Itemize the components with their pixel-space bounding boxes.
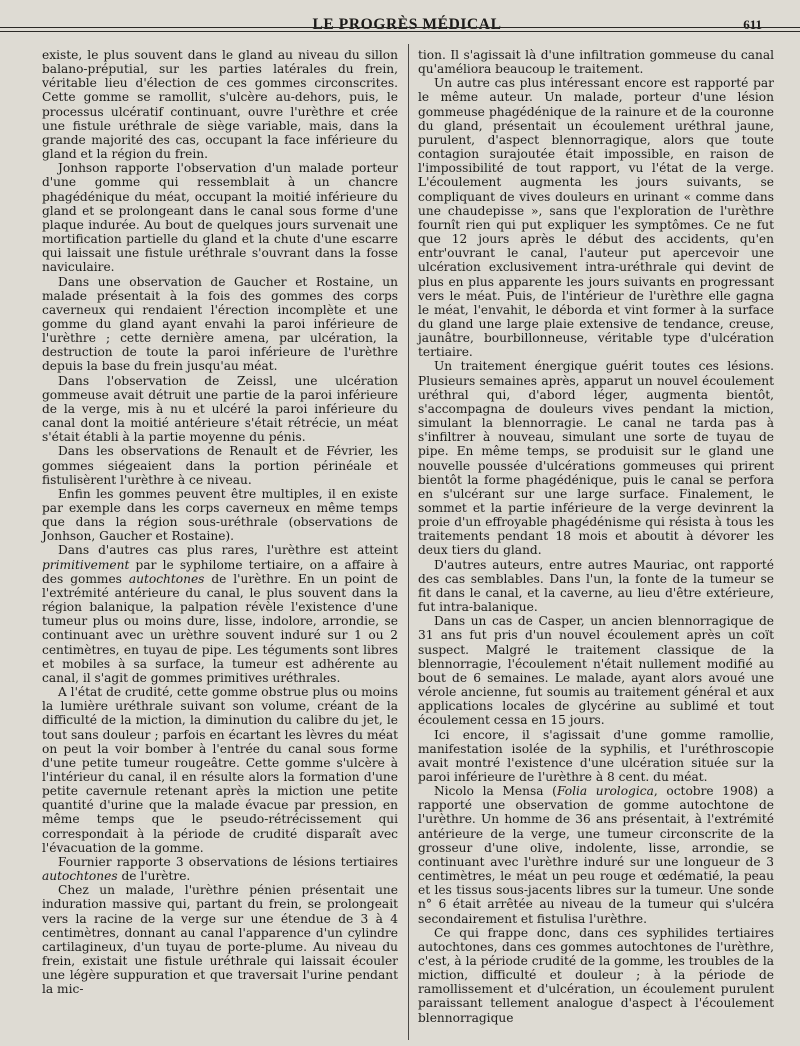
text-run: Dans une observation de Gaucher et Rostaine, un malade présentait à la fois des gommes des corps caverneux qui rendaient l'érection incomplète et une gomme du gland ayant envahi la paroi inférieure de l'urèthre ; cette dernière amena, par ulcération, la destruction de toute la paroi inférieure de l'urèthre depuis la base du frein jusqu'au méat. <box>42 274 398 374</box>
paragraph-l8 <box>42 685 398 855</box>
paragraph-r6 <box>418 728 774 785</box>
text-run: Nicolo la Mensa ( <box>434 784 557 799</box>
paragraph-r3 <box>418 359 774 557</box>
paragraph-r7 <box>418 784 774 926</box>
text-run: , octobre 1908) a rapporté une observation de gomme autochtone de l'urèthre. Un homme de 36 ans présentait, à l'extrémité antérieure de la verge, une tumeur circonscrite de la grosseur d'une olive, indolente, lisse, arrondie, se continuant avec l'urèthre induré sur une longueur de 3 centimètres, le méat un peu rouge et œdématié, la peau et les tissus sous-jacents libres sur la tumeur. Une sonde n° 6 était arrêtée au niveau de la tumeur qui s'ulcéra secondairement et fistulisa l'urèthre. <box>418 784 774 926</box>
text-run: Un autre cas plus intéressant encore est rapporté par le même auteur. Un malade, porteur d'une lésion gommeuse phagédénique de la rainure et de la couronne du gland, présentait un écoulement uréthral jaune, purulent, d'aspect blennorragique, alors que toute contagion surajoutée était impossible, en raison de l'impossibilité de tout rapport, vu l'état de la verge. L'écoulement augmenta les jours suivants, se compliquant de vives douleurs en urinant « comme dans une chaudepisse », sans que l'exploration de l'urèthre fournît rien qui put expliquer les symptômes. Ce ne fut que 12 jours après le début des accidents, qu'en entr'ouvrant le canal, l'auteur put apercevoir une ulcération exclusivement intra-uréthrale qui devint de plus en plus apparente les jours suivants en progressant vers le méat. Puis, de l'intérieur de l'urèthre elle gagna le méat, l'envahit, le déborda et vint former à la surface du gland une large plaie extensive de tendance, creuse, jaunâtre, bourbillonneuse, véritable type d'ulcération tertiaire. <box>418 76 774 360</box>
column-separator <box>408 44 409 1040</box>
text-run: Enfin les gommes peuvent être multiples, il en existe par exemple dans les corps caverneux en même temps que dans la région sous-uréthrale (observations de Jonhson, Gaucher et Rostaine). <box>42 486 398 544</box>
text-run: de l'urètre. <box>117 869 191 884</box>
paragraph-l9 <box>42 855 398 883</box>
text-run: Ici encore, il s'agissait d'une gomme ramollie, manifestation isolée de la syphilis, et l'uréthroscopie avait montré l'existence d'une ulcération située sur la paroi inférieure de l'urèthre à 8 cent. du méat. <box>418 727 774 784</box>
paragraph-r1 <box>418 48 774 76</box>
header-rule-thin <box>0 31 800 32</box>
header-rule-thick <box>0 27 800 28</box>
text-run: tion. Il s'agissait là d'une infiltration gommeuse du canal qu'améliora beaucoup le traitement. <box>418 48 774 77</box>
paragraph-l1 <box>42 48 398 161</box>
paragraph-l2 <box>42 161 398 274</box>
text-run: Dans d'autres cas plus rares, l'urèthre est atteint <box>58 543 398 558</box>
text-run: de l'urèthre. En un point de l'extrémité antérieure du canal, le plus souvent dans la région balanique, la palpation révèle l'existence d'une tumeur plus ou moins dure, lisse, indolore, arrondie, se continuant avec un urèthre souvent induré sur 1 ou 2 centimètres, en tuyau de pipe. Les téguments sont libres et mobiles à sa surface, la tumeur est adhérente au canal, il s'agit de gommes primitives uréthrales. <box>42 571 398 685</box>
text-run: Dans l'observation de Zeissl, une ulcération gommeuse avait détruit une partie de la paroi inférieure de la verge, mis à nu et ulcéré la paroi inférieure du canal dont la moitié antérieure s'était rétrécie, un méat s'était établi à la partie moyenne du pénis. <box>42 373 398 445</box>
text-run: Ce qui frappe donc, dans ces syphilides tertiaires autochtones, dans ces gommes autochtones de l'urèthre, c'est, à la période crudité de la gomme, les troubles de la miction, difficulté et douleur ; à la période de ramollissement et d'ulcération, un écoulement purulent paraissant tellement analogue d'aspect à l'écoulement blennorragique <box>418 925 774 1025</box>
paragraph-l6 <box>42 487 398 544</box>
right-column <box>418 48 774 1040</box>
italic-text: autochtones <box>42 869 118 884</box>
text-run: Fournier rapporte 3 observations de lésions tertiaires <box>58 854 398 869</box>
italic-text: autochtones <box>128 571 205 586</box>
italic-text: primitivement <box>42 557 130 572</box>
text-run: par le syphilome tertiaire, on a affaire à des gommes <box>42 557 398 586</box>
paragraph-l7 <box>42 543 398 685</box>
left-column <box>42 48 398 1040</box>
paragraph-r4 <box>418 558 774 615</box>
text-run: Dans un cas de Casper, un ancien blennorragique de 31 ans fut pris d'un nouvel écoulement après un coït suspect. Malgré le traitement classique de la blennorragie, l'écoulement n'était nullement modifié au bout de 6 semaines. Le malade, ayant alors avoué une vérole ancienne, fut soumis au traitement général et aux applications locales de glycérine au sublimé et tout écoulement cessa en 15 jours. <box>418 614 774 728</box>
text-run: existe, le plus souvent dans le gland au niveau du sillon balano-préputial, sur les parties latérales du frein, véritable lieu d'élection de ces gommes circonscrites. Cette gomme se ramollit, s'ulcère au-dehors, puis, le processus ulcératif continuant, ouvre l'urèthre et crée une fistule uréthrale de siège variable, mais, dans la grande majorité des cas, occupant la face inférieure du gland et la région du frein. <box>42 48 398 162</box>
text-columns <box>42 48 774 1040</box>
paragraph-r5 <box>418 614 774 727</box>
paragraph-l10 <box>42 883 398 996</box>
text-run: Jonhson rapporte l'observation d'un malade porteur d'une gomme qui ressemblait à un chancre phagédénique du méat, occupant la moitié inférieure du gland et se prolongeant dans le canal sous forme d'une plaque indurée. Au bout de quelques jours survenait une mortification partielle du gland et la chute d'une escarre qui laissait une fistule uréthrale s'ouvrant dans la fosse naviculaire. <box>42 161 398 275</box>
text-run: Chez un malade, l'urèthre pénien présentait une induration massive qui, partant du frein, se prolongeait vers la racine de la verge sur une étendue de 3 à 4 centimètres, donnant au canal l'apparence d'un cylindre cartilagineux, d'un tuyau de porte-plume. Au niveau du frein, existait une fistule uréthrale qui laissait écouler une légère suppuration et que traversait l'urine pendant la mic- <box>42 883 398 997</box>
page-number: 611 <box>743 17 762 32</box>
text-run: Dans les observations de Renault et de Février, les gommes siégeaient dans la portion périnéale et fistulisèrent l'urèthre à ce niveau. <box>42 444 398 487</box>
text-run: A l'état de crudité, cette gomme obstrue plus ou moins la lumière uréthrale suivant son volume, créant de la difficulté de la miction, la diminution du calibre du jet, le tout sans douleur ; parfois en écartant les lèvres du méat on peut la voir bomber à l'entrée du canal sous forme d'une petite tumeur rougeâtre. Cette gomme s'ulcère à l'intérieur du canal, il en résulte alors la formation d'une petite cavernule retenant après la miction une petite quantité d'urine que la malade évacue par pression, en même temps que le pseudo-rétrécissement qui correspondait à la période de crudité disparaît avec l'évacuation de la gomme. <box>42 685 398 855</box>
paragraph-l4 <box>42 374 398 445</box>
paragraph-r8 <box>418 926 774 1025</box>
text-run: Un traitement énergique guérit toutes ces lésions. Plusieurs semaines après, apparut un nouvel écoulement uréthral qui, d'abord léger, augmenta bientôt, s'accompagna de douleurs vives pendant la miction, simulant la blennorragie. Le canal ne tarda pas à s'infiltrer à nouveau, simulant une sorte de tuyau de pipe. En même temps, se produisit sur le gland une nouvelle poussée d'ulcérations gommeuses qui prirent bientôt la forme phagédénique, puis le canal se perfora en s'ulcérant sur une large surface. Finalement, le sommet et la partie inférieure de la verge devinrent la proie d'un effroyable phagédénisme qui résista à tous les traitements pendant 18 mois et aboutit à dévorer les deux tiers du gland. <box>418 359 774 558</box>
paragraph-l3 <box>42 275 398 374</box>
paragraph-r2 <box>418 76 774 359</box>
paragraph-l5 <box>42 444 398 486</box>
page-header <box>42 14 772 36</box>
text-run: D'autres auteurs, entre autres Mauriac, ont rapporté des cas semblables. Dans l'un, la fonte de la tumeur se fit dans le canal, et la caverne, au lieu d'être extérieure, fut intra-balanique. <box>418 557 774 615</box>
italic-text: Folia urologica <box>556 784 654 799</box>
journal-title: LE PROGRÈS MÉDICAL <box>312 16 502 33</box>
